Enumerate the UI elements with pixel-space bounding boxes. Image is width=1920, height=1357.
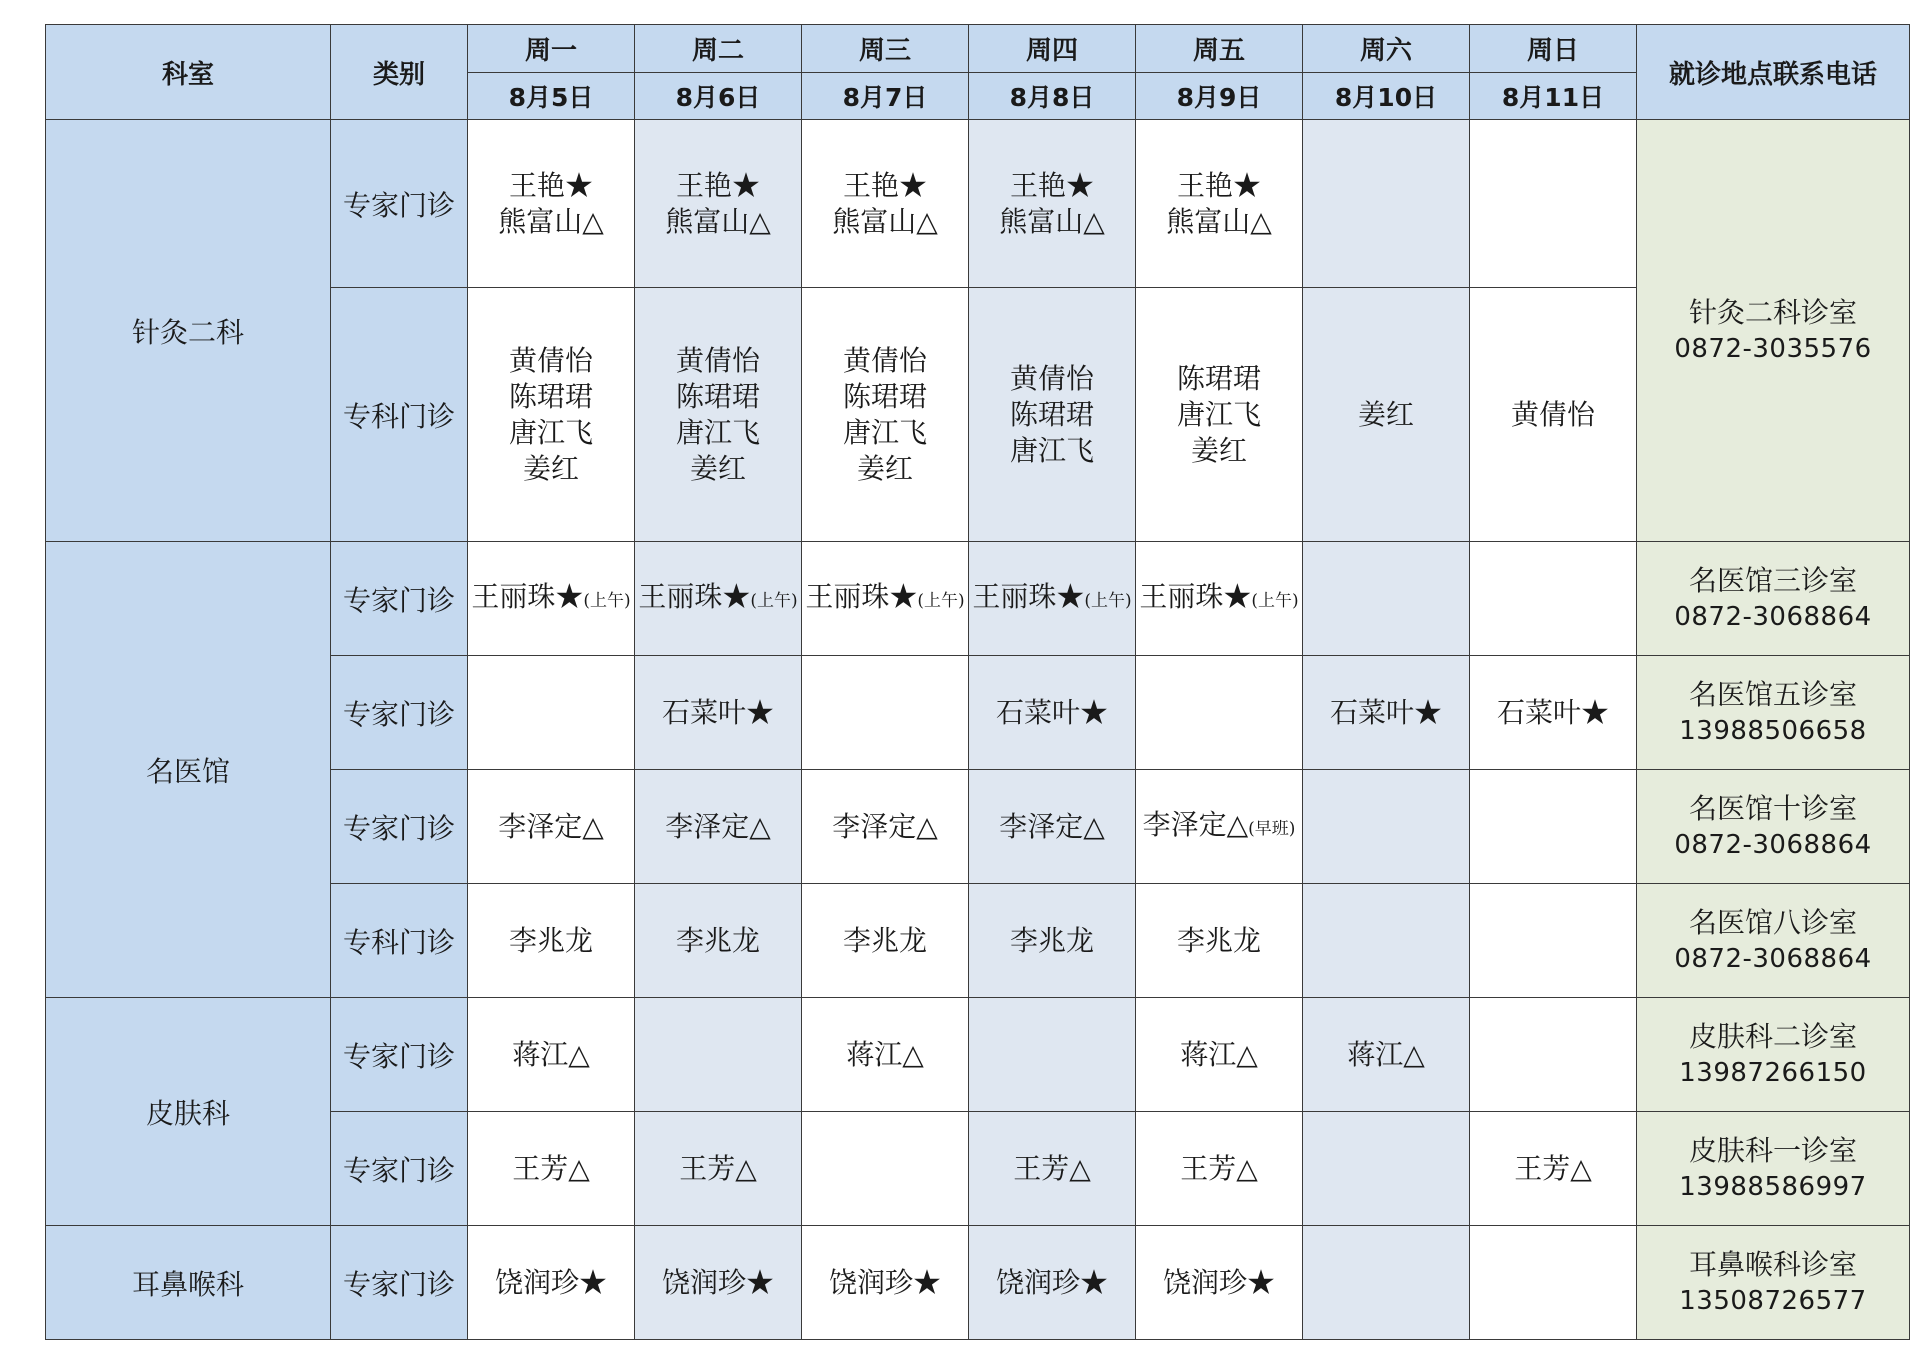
doctor-name: 李兆龙 <box>842 923 927 957</box>
doctor-name: 王艳★ <box>1009 168 1094 202</box>
doctor-name: 王艳★ <box>1176 168 1261 202</box>
room-name: 皮肤科一诊室 <box>1688 1133 1857 1167</box>
phone-number: 0872-3068864 <box>1674 943 1872 974</box>
table-row <box>46 120 1910 288</box>
doctor-name: 陈珺珺 <box>1176 361 1261 395</box>
schedule-cell <box>969 656 1136 770</box>
doctor-name: 李泽定△ <box>832 809 938 843</box>
schedule-cell <box>635 288 802 542</box>
header-weekday: 周二 <box>635 25 802 73</box>
doctor-name: 王丽珠★(上午) <box>972 579 1132 613</box>
doctor-name: 熊富山△ <box>665 204 771 238</box>
doctor-name: 黄倩怡 <box>508 343 593 377</box>
schedule-cell <box>1470 542 1637 656</box>
schedule-cell <box>635 998 802 1112</box>
schedule-cell <box>1136 1226 1303 1340</box>
category-cell: 专家门诊 <box>331 998 468 1112</box>
schedule-table <box>45 24 1910 1340</box>
schedule-cell <box>1303 1226 1470 1340</box>
schedule-cell <box>635 884 802 998</box>
doctor-name: 李兆龙 <box>675 923 760 957</box>
schedule-cell <box>1303 542 1470 656</box>
doctor-name: 姜红 <box>1190 433 1247 467</box>
doctor-name: 蒋江△ <box>512 1037 590 1071</box>
phone-number: 0872-3035576 <box>1674 333 1872 364</box>
schedule-cell <box>1136 998 1303 1112</box>
schedule-cell <box>1303 770 1470 884</box>
schedule-cell <box>1470 1226 1637 1340</box>
header-date: 8月10日 <box>1303 73 1470 120</box>
category-cell: 专科门诊 <box>331 884 468 998</box>
room-name: 针灸二科诊室 <box>1688 295 1857 329</box>
doctor-name: 王丽珠★(上午) <box>638 579 798 613</box>
doctor-name: 王丽珠★(上午) <box>805 579 965 613</box>
location-cell <box>1637 120 1910 542</box>
schedule-cell <box>1136 1112 1303 1226</box>
header-date: 8月7日 <box>802 73 969 120</box>
doctor-name: 李泽定△(早班) <box>1142 807 1296 841</box>
category-cell: 专家门诊 <box>331 1112 468 1226</box>
doctor-name: 李兆龙 <box>1009 923 1094 957</box>
department-cell: 名医馆 <box>46 542 331 998</box>
table-row <box>46 1226 1910 1340</box>
category-cell: 专家门诊 <box>331 120 468 288</box>
doctor-name: 黄倩怡 <box>1510 397 1595 431</box>
schedule-cell <box>1303 884 1470 998</box>
department-cell: 皮肤科 <box>46 998 331 1226</box>
doctor-name: 李兆龙 <box>1176 923 1261 957</box>
doctor-name: 唐江飞 <box>508 415 593 449</box>
schedule-cell <box>969 884 1136 998</box>
category-cell: 专科门诊 <box>331 288 468 542</box>
doctor-name: 石菜叶★ <box>661 695 774 729</box>
schedule-cell <box>1470 998 1637 1112</box>
schedule-cell <box>1136 542 1303 656</box>
header-weekday: 周六 <box>1303 25 1470 73</box>
schedule-cell <box>468 884 635 998</box>
schedule-cell <box>1303 656 1470 770</box>
location-cell <box>1637 998 1910 1112</box>
phone-number: 13987266150 <box>1679 1057 1867 1088</box>
header-date: 8月5日 <box>468 73 635 120</box>
schedule-cell <box>468 120 635 288</box>
schedule-cell <box>969 1226 1136 1340</box>
schedule-cell <box>635 1112 802 1226</box>
category-cell: 专家门诊 <box>331 1226 468 1340</box>
doctor-name: 唐江飞 <box>1009 433 1094 467</box>
schedule-cell <box>1136 770 1303 884</box>
doctor-name: 王艳★ <box>675 168 760 202</box>
schedule-cell <box>468 542 635 656</box>
doctor-name: 李兆龙 <box>508 923 593 957</box>
header-date: 8月11日 <box>1470 73 1637 120</box>
doctor-name: 熊富山△ <box>498 204 604 238</box>
room-name: 名医馆十诊室 <box>1688 791 1857 825</box>
doctor-name: 熊富山△ <box>999 204 1105 238</box>
schedule-cell <box>468 770 635 884</box>
doctor-name: 王丽珠★(上午) <box>471 579 631 613</box>
header-weekday: 周三 <box>802 25 969 73</box>
room-name: 耳鼻喉科诊室 <box>1688 1247 1857 1281</box>
schedule-cell <box>969 998 1136 1112</box>
schedule-cell <box>635 1226 802 1340</box>
doctor-name: 姜红 <box>689 451 746 485</box>
schedule-cell <box>1470 770 1637 884</box>
schedule-cell <box>1303 998 1470 1112</box>
schedule-cell <box>969 1112 1136 1226</box>
room-name: 皮肤科二诊室 <box>1688 1019 1857 1053</box>
phone-number: 13988506658 <box>1679 715 1867 746</box>
phone-number: 13508726577 <box>1679 1285 1867 1316</box>
doctor-name: 姜红 <box>1357 397 1414 431</box>
schedule-cell <box>802 770 969 884</box>
doctor-name: 王丽珠★(上午) <box>1139 579 1299 613</box>
doctor-name: 饶润珍★ <box>995 1265 1108 1299</box>
category-cell: 专家门诊 <box>331 770 468 884</box>
schedule-cell <box>802 1226 969 1340</box>
doctor-name: 陈珺珺 <box>508 379 593 413</box>
doctor-name: 王芳△ <box>1013 1151 1091 1185</box>
schedule-cell <box>1303 1112 1470 1226</box>
table-row <box>46 998 1910 1112</box>
schedule-cell <box>1470 288 1637 542</box>
schedule-cell <box>468 1112 635 1226</box>
schedule-cell <box>468 1226 635 1340</box>
header-weekday: 周日 <box>1470 25 1637 73</box>
doctor-name: 石菜叶★ <box>995 695 1108 729</box>
schedule-cell <box>1136 656 1303 770</box>
doctor-name: 李泽定△ <box>498 809 604 843</box>
department-cell: 耳鼻喉科 <box>46 1226 331 1340</box>
doctor-name: 唐江飞 <box>1176 397 1261 431</box>
schedule-cell <box>802 288 969 542</box>
doctor-name: 王艳★ <box>842 168 927 202</box>
category-cell: 专家门诊 <box>331 656 468 770</box>
phone-number: 13988586997 <box>1679 1171 1867 1202</box>
doctor-name: 熊富山△ <box>832 204 938 238</box>
schedule-cell <box>969 542 1136 656</box>
schedule-cell <box>1470 120 1637 288</box>
location-cell <box>1637 884 1910 998</box>
schedule-cell <box>802 998 969 1112</box>
schedule-cell <box>802 884 969 998</box>
doctor-name: 王芳△ <box>1180 1151 1258 1185</box>
doctor-name: 蒋江△ <box>846 1037 924 1071</box>
schedule-cell <box>1303 120 1470 288</box>
schedule-cell <box>802 120 969 288</box>
category-cell: 专家门诊 <box>331 542 468 656</box>
schedule-cell <box>969 770 1136 884</box>
schedule-cell <box>635 770 802 884</box>
schedule-cell <box>1136 120 1303 288</box>
location-cell <box>1637 770 1910 884</box>
doctor-name: 唐江飞 <box>842 415 927 449</box>
doctor-name: 王艳★ <box>508 168 593 202</box>
phone-number: 0872-3068864 <box>1674 829 1872 860</box>
location-cell <box>1637 1112 1910 1226</box>
doctor-name: 陈珺珺 <box>675 379 760 413</box>
doctor-name: 王芳△ <box>512 1151 590 1185</box>
header-weekday: 周一 <box>468 25 635 73</box>
doctor-name: 饶润珍★ <box>494 1265 607 1299</box>
doctor-name: 石菜叶★ <box>1329 695 1442 729</box>
doctor-name: 姜红 <box>522 451 579 485</box>
doctor-name: 陈珺珺 <box>1009 397 1094 431</box>
schedule-cell <box>635 120 802 288</box>
schedule-cell <box>1136 884 1303 998</box>
doctor-name: 王芳△ <box>679 1151 757 1185</box>
room-name: 名医馆五诊室 <box>1688 677 1857 711</box>
schedule-cell <box>802 542 969 656</box>
header-date: 8月8日 <box>969 73 1136 120</box>
schedule-cell <box>635 542 802 656</box>
schedule-cell <box>468 998 635 1112</box>
schedule-cell <box>969 288 1136 542</box>
doctor-name: 李泽定△ <box>999 809 1105 843</box>
header-location: 就诊地点联系电话 <box>1637 25 1910 120</box>
schedule-cell <box>1470 1112 1637 1226</box>
doctor-name: 蒋江△ <box>1180 1037 1258 1071</box>
doctor-name: 李泽定△ <box>665 809 771 843</box>
schedule-cell <box>1136 288 1303 542</box>
location-cell <box>1637 656 1910 770</box>
schedule-cell <box>468 288 635 542</box>
header-date: 8月9日 <box>1136 73 1303 120</box>
doctor-name: 王芳△ <box>1514 1151 1592 1185</box>
schedule-cell <box>1470 656 1637 770</box>
schedule-cell <box>969 120 1136 288</box>
room-name: 名医馆三诊室 <box>1688 563 1857 597</box>
doctor-name: 熊富山△ <box>1166 204 1272 238</box>
doctor-name: 饶润珍★ <box>661 1265 774 1299</box>
header-weekday: 周五 <box>1136 25 1303 73</box>
schedule-cell <box>802 1112 969 1226</box>
schedule-cell <box>468 656 635 770</box>
doctor-name: 黄倩怡 <box>675 343 760 377</box>
location-cell <box>1637 1226 1910 1340</box>
schedule-cell <box>635 656 802 770</box>
schedule-cell <box>1470 884 1637 998</box>
table-row <box>46 542 1910 656</box>
department-cell: 针灸二科 <box>46 120 331 542</box>
doctor-name: 黄倩怡 <box>842 343 927 377</box>
header-dept: 科室 <box>46 25 331 120</box>
header-category: 类别 <box>331 25 468 120</box>
room-name: 名医馆八诊室 <box>1688 905 1857 939</box>
header-date: 8月6日 <box>635 73 802 120</box>
doctor-name: 饶润珍★ <box>1162 1265 1275 1299</box>
doctor-name: 石菜叶★ <box>1496 695 1609 729</box>
schedule-cell <box>802 656 969 770</box>
doctor-name: 饶润珍★ <box>828 1265 941 1299</box>
doctor-name: 唐江飞 <box>675 415 760 449</box>
doctor-name: 姜红 <box>856 451 913 485</box>
schedule-cell <box>1303 288 1470 542</box>
doctor-name: 黄倩怡 <box>1009 361 1094 395</box>
location-cell <box>1637 542 1910 656</box>
header-weekday: 周四 <box>969 25 1136 73</box>
doctor-name: 陈珺珺 <box>842 379 927 413</box>
doctor-name: 蒋江△ <box>1347 1037 1425 1071</box>
schedule-body <box>46 120 1910 1340</box>
phone-number: 0872-3068864 <box>1674 601 1872 632</box>
